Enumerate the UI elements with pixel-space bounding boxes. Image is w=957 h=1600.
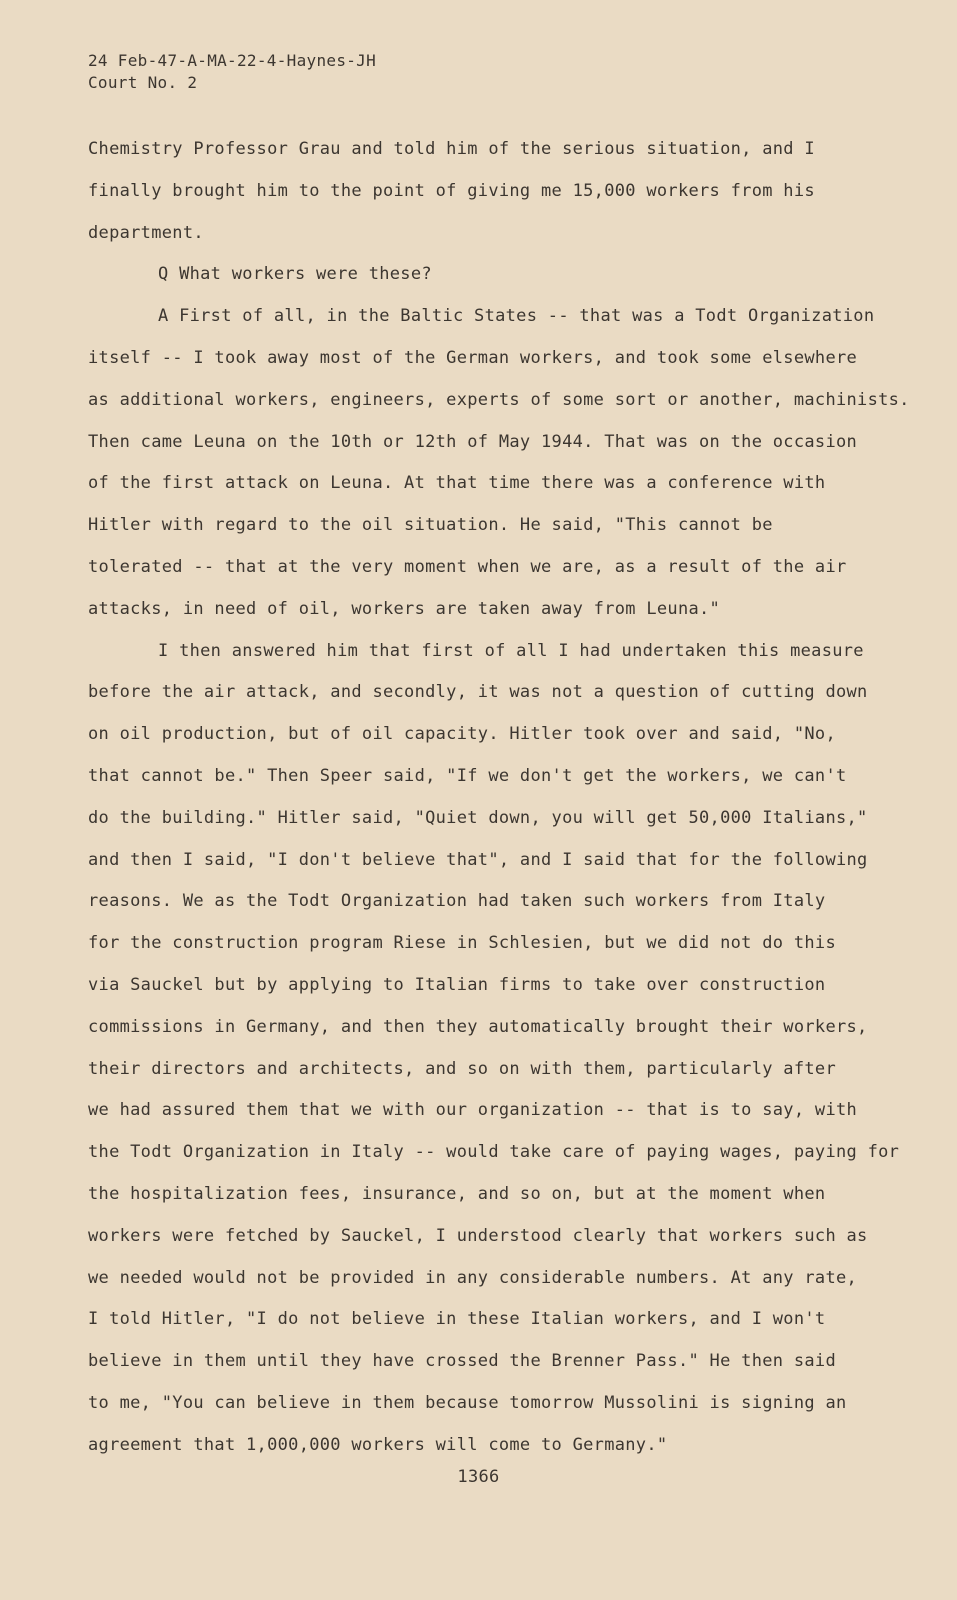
- text-line: agreement that 1,000,000 workers will come to Germany.": [88, 1434, 668, 1455]
- text-line: Chemistry Professor Grau and told him of the serious situation, and I: [88, 139, 815, 159]
- answer-line: A First of all, in the Baltic States -- that was a Todt Organization: [158, 306, 875, 327]
- text-line: we needed would not be provided in any considerable numbers. At any rate,: [88, 1267, 858, 1288]
- text-line: the hospitalization fees, insurance, and so on, but at the moment when: [88, 1183, 826, 1204]
- text-line: commissions in Germany, and then they automatically brought their workers,: [88, 1016, 868, 1037]
- text-line: of the first attack on Leuna. At that time there was a conference with: [88, 473, 826, 494]
- text-line: as additional workers, engineers, experts of some sort or another, machinists.: [88, 389, 910, 410]
- text-line: the Todt Organization in Italy -- would take care of paying wages, paying for: [88, 1142, 900, 1163]
- text-line: for the construction program Riese in Schlesien, but we did not do this: [88, 933, 836, 954]
- page-number: 1366: [457, 1467, 500, 1487]
- text-line: Then came Leuna on the 10th or 12th of May 1944. That was on the occasion: [88, 431, 858, 452]
- text-line: and then I said, "I don't believe that", and I said that for the following: [88, 849, 868, 870]
- text-line: to me, "You can believe in them because tomorrow Mussolini is signing an: [88, 1392, 847, 1413]
- text-line: department.: [88, 222, 204, 243]
- text-line: on oil production, but of oil capacity. Hitler took over and said, "No,: [88, 724, 836, 745]
- header-court: Court No. 2: [88, 73, 198, 92]
- text-line: that cannot be." Then Speer said, "If we don't get the workers, we can't: [88, 765, 847, 786]
- text-line: reasons. We as the Todt Organization had taken such workers from Italy: [88, 891, 826, 912]
- text-line: workers were fetched by Sauckel, I understood clearly that workers such as: [88, 1225, 868, 1246]
- text-line: via Sauckel but by applying to Italian firms to take over construction: [88, 974, 826, 995]
- text-line: Hitler with regard to the oil situation. He said, "This cannot be: [88, 515, 773, 536]
- text-line: finally brought him to the point of giving me 15,000 workers from his: [88, 180, 815, 201]
- paragraph-start-line: I then answered him that first of all I had undertaken this measure: [158, 640, 864, 661]
- text-line: I told Hitler, "I do not believe in these Italian workers, and I won't: [88, 1309, 826, 1330]
- text-line: before the air attack, and secondly, it was not a question of cutting down: [88, 682, 868, 703]
- text-line: believe in them until they have crossed the Brenner Pass." He then said: [88, 1351, 836, 1372]
- transcript-body: [88, 129, 910, 1467]
- header-reference: 24 Feb-47-A-MA-22-4-Haynes-JH: [88, 51, 377, 70]
- text-line: tolerated -- that at the very moment when we are, as a result of the air: [88, 556, 847, 577]
- text-line: we had assured them that we with our organization -- that is to say, with: [88, 1100, 858, 1121]
- text-line: attacks, in need of oil, workers are taken away from Leuna.": [88, 598, 721, 619]
- text-line: their directors and architects, and so on with them, particularly after: [88, 1058, 836, 1079]
- text-line: do the building." Hitler said, "Quiet down, you will get 50,000 Italians,": [88, 807, 868, 828]
- question-line: Q What workers were these?: [158, 264, 432, 285]
- text-line: itself -- I took away most of the German workers, and took some elsewhere: [88, 347, 858, 368]
- document-header: [88, 50, 376, 94]
